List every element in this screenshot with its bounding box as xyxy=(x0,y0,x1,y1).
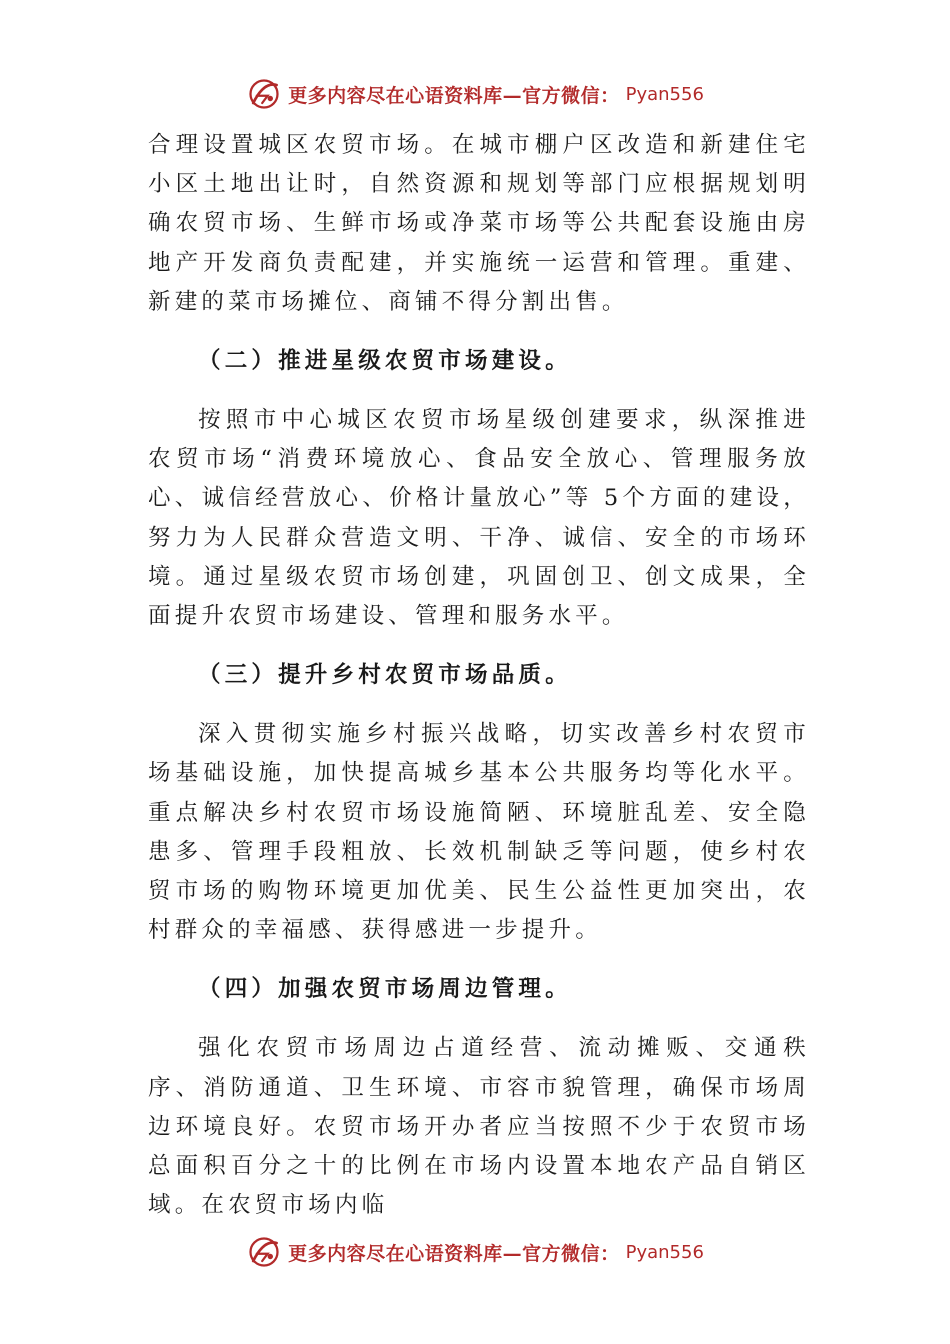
document-body xyxy=(148,126,810,1225)
paragraph-2: 按照市中心城区农贸市场星级创建要求，纵深推进农贸市场“消费环境放心、食品安全放心、管理服务放心、诚信经营放心、价格计量放心”等 5个方面的建设，努力为人民群众营造文明、干净、诚信、安全的市场环境。通过星级农贸市场创建，巩固创卫、创文成果，全面提升农贸市场建设、管理和服务水平。 xyxy=(148,407,810,630)
section-heading-2: （二）推进星级农贸市场建设。 xyxy=(198,347,572,374)
watermark-text: 更多内容尽在心语资料库—官方微信： xyxy=(288,1242,620,1265)
header-watermark xyxy=(0,74,950,114)
brand-logo-icon xyxy=(246,1234,282,1270)
paragraph-4: 强化农贸市场周边占道经营、流动摊贩、交通秩序、消防通道、卫生环境、市容市貌管理，确保市场周边环境良好。农贸市场开办者应当按照不少于农贸市场总面积百分之十的比例在市场内设置本地农产品自销区域。在农贸市场内临 xyxy=(148,1035,810,1219)
paragraph-1: 合理设置城区农贸市场。在城市棚户区改造和新建住宅小区土地出让时，自然资源和规划等部门应根据规划明确农贸市场、生鲜市场或净菜市场等公共配套设施由房地产开发商负责配建，并实施统一运营和管理。重建、新建的菜市场摊位、商铺不得分割出售。 xyxy=(148,132,810,315)
footer-watermark xyxy=(0,1232,950,1272)
watermark-wechat-id: Pyan556 xyxy=(625,1241,704,1263)
section-heading-3: （三）提升乡村农贸市场品质。 xyxy=(198,662,572,689)
brand-logo-icon xyxy=(246,76,282,112)
section-heading-4: （四）加强农贸市场周边管理。 xyxy=(198,976,572,1003)
paragraph-3: 深入贯彻实施乡村振兴战略，切实改善乡村农贸市场基础设施，加快提高城乡基本公共服务均等化水平。重点解决乡村农贸市场设施简陋、环境脏乱差、安全隐患多、管理手段粗放、长效机制缺乏等问题，使乡村农贸市场的购物环境更加优美、民生公益性更加突出，农村群众的幸福感、获得感进一步提升。 xyxy=(148,721,810,944)
watermark-text: 更多内容尽在心语资料库—官方微信： xyxy=(288,84,620,107)
watermark-wechat-id: Pyan556 xyxy=(625,83,704,105)
